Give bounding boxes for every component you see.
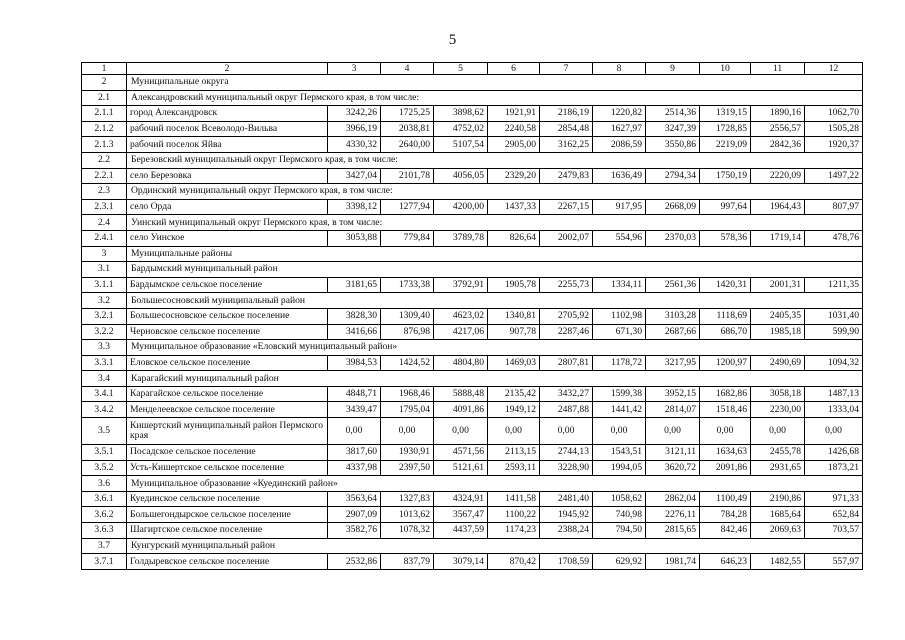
value-cell-col-7: 2479,83 <box>540 168 593 184</box>
row-number: 2.2 <box>82 152 127 168</box>
value-cell-col-4: 1327,83 <box>381 491 434 507</box>
column-header-5: 5 <box>434 63 488 75</box>
value-cell-col-4: 0,00 <box>381 418 434 445</box>
value-cell-col-10: 578,36 <box>700 230 751 246</box>
value-cell-col-4: 1968,46 <box>381 386 434 402</box>
table-row <box>82 476 863 492</box>
row-name: село Уинское <box>127 230 328 246</box>
value-cell-col-9: 2815,65 <box>646 523 700 539</box>
value-cell-col-7: 2267,15 <box>540 199 593 215</box>
value-cell-col-7: 2481,40 <box>540 491 593 507</box>
value-cell-col-12: 557,97 <box>805 554 863 570</box>
row-number: 3.1.1 <box>82 277 127 293</box>
value-cell-col-10: 2219,09 <box>700 137 751 153</box>
row-name: село Березовка <box>127 168 328 184</box>
table-row <box>82 199 863 215</box>
row-name: Большесосновское сельское поселение <box>127 308 328 324</box>
value-cell-col-6: 2593,11 <box>488 460 540 476</box>
value-cell-col-5: 0,00 <box>434 418 488 445</box>
table-row <box>82 168 863 184</box>
value-cell-col-12: 1094,32 <box>805 355 863 371</box>
column-header-7: 7 <box>540 63 593 75</box>
value-cell-col-4: 1309,40 <box>381 308 434 324</box>
value-cell-col-7: 3432,27 <box>540 386 593 402</box>
value-cell-col-12: 1873,21 <box>805 460 863 476</box>
column-header-11: 11 <box>751 63 805 75</box>
value-cell-col-3: 3582,76 <box>328 523 381 539</box>
value-cell-col-8: 1636,49 <box>593 168 646 184</box>
value-cell-col-12: 703,57 <box>805 523 863 539</box>
value-cell-col-12: 807,97 <box>805 199 863 215</box>
value-cell-col-12: 971,33 <box>805 491 863 507</box>
value-cell-col-8: 0,00 <box>593 418 646 445</box>
value-cell-col-12: 599,90 <box>805 324 863 340</box>
value-cell-col-5: 4623,02 <box>434 308 488 324</box>
value-cell-col-9: 2862,04 <box>646 491 700 507</box>
value-cell-col-11: 2490,69 <box>751 355 805 371</box>
value-cell-col-8: 629,92 <box>593 554 646 570</box>
value-cell-col-10: 686,70 <box>700 324 751 340</box>
table-row <box>82 371 863 387</box>
value-cell-col-9: 2561,36 <box>646 277 700 293</box>
value-cell-col-3: 3181,65 <box>328 277 381 293</box>
section-title: Ординский муниципальный округ Пермского края, в том числе: <box>127 184 863 200</box>
value-cell-col-11: 2230,00 <box>751 402 805 418</box>
value-cell-col-8: 1178,72 <box>593 355 646 371</box>
value-cell-col-9: 2794,34 <box>646 168 700 184</box>
value-cell-col-9: 2276,11 <box>646 507 700 523</box>
value-cell-col-5: 3792,91 <box>434 277 488 293</box>
row-number: 3.2.2 <box>82 324 127 340</box>
value-cell-col-9: 2814,07 <box>646 402 700 418</box>
row-number: 2.3 <box>82 184 127 200</box>
value-cell-col-5: 4200,00 <box>434 199 488 215</box>
value-cell-col-7: 2186,19 <box>540 106 593 122</box>
row-number: 3.6.1 <box>82 491 127 507</box>
value-cell-col-3: 3439,47 <box>328 402 381 418</box>
column-header-3: 3 <box>328 63 381 75</box>
table-row <box>82 137 863 153</box>
value-cell-col-6: 1469,03 <box>488 355 540 371</box>
row-number: 3.6 <box>82 476 127 492</box>
table-row <box>82 324 863 340</box>
value-cell-col-7: 2487,88 <box>540 402 593 418</box>
row-number: 3.5.1 <box>82 445 127 461</box>
value-cell-col-8: 1543,51 <box>593 445 646 461</box>
row-name: Посадское сельское поселение <box>127 445 328 461</box>
value-cell-col-4: 2101,78 <box>381 168 434 184</box>
value-cell-col-4: 1930,91 <box>381 445 434 461</box>
value-cell-col-8: 1627,97 <box>593 121 646 137</box>
table-row <box>82 90 863 106</box>
tariff-table <box>81 62 863 570</box>
value-cell-col-5: 4571,56 <box>434 445 488 461</box>
value-cell-col-6: 2113,15 <box>488 445 540 461</box>
row-number: 2.1.1 <box>82 106 127 122</box>
value-cell-col-10: 1682,86 <box>700 386 751 402</box>
value-cell-col-4: 2640,00 <box>381 137 434 153</box>
value-cell-col-3: 3053,88 <box>328 230 381 246</box>
value-cell-col-7: 2705,92 <box>540 308 593 324</box>
value-cell-col-4: 837,79 <box>381 554 434 570</box>
value-cell-col-9: 3103,28 <box>646 308 700 324</box>
row-number: 3 <box>82 246 127 262</box>
value-cell-col-10: 1420,31 <box>700 277 751 293</box>
table-row <box>82 215 863 231</box>
row-number: 3.7.1 <box>82 554 127 570</box>
value-cell-col-5: 5121,61 <box>434 460 488 476</box>
value-cell-col-8: 1334,11 <box>593 277 646 293</box>
row-number: 3.3.1 <box>82 355 127 371</box>
value-cell-col-8: 740,98 <box>593 507 646 523</box>
value-cell-col-7: 3162,25 <box>540 137 593 153</box>
value-cell-col-10: 1728,85 <box>700 121 751 137</box>
value-cell-col-9: 2668,09 <box>646 199 700 215</box>
value-cell-col-4: 2397,50 <box>381 460 434 476</box>
value-cell-col-5: 4437,59 <box>434 523 488 539</box>
column-header-2: 2 <box>127 63 328 75</box>
value-cell-col-12: 1487,13 <box>805 386 863 402</box>
value-cell-col-3: 3563,64 <box>328 491 381 507</box>
value-cell-col-11: 2842,36 <box>751 137 805 153</box>
column-header-10: 10 <box>700 63 751 75</box>
value-cell-col-6: 2135,42 <box>488 386 540 402</box>
value-cell-col-12: 1333,04 <box>805 402 863 418</box>
row-number: 3.7 <box>82 538 127 554</box>
value-cell-col-7: 2388,24 <box>540 523 593 539</box>
row-name: Менделеевское сельское поселение <box>127 402 328 418</box>
section-title: Карагайский муниципальный район <box>127 371 863 387</box>
row-name: Бардымское сельское поселение <box>127 277 328 293</box>
value-cell-col-3: 3966,19 <box>328 121 381 137</box>
value-cell-col-5: 5888,48 <box>434 386 488 402</box>
value-cell-col-12: 478,76 <box>805 230 863 246</box>
row-name: рабочий поселок Всеволодо-Вильва <box>127 121 328 137</box>
value-cell-col-6: 1340,81 <box>488 308 540 324</box>
value-cell-col-8: 1058,62 <box>593 491 646 507</box>
column-header-9: 9 <box>646 63 700 75</box>
value-cell-col-3: 3242,26 <box>328 106 381 122</box>
value-cell-col-10: 0,00 <box>700 418 751 445</box>
value-cell-col-11: 2455,78 <box>751 445 805 461</box>
value-cell-col-11: 1890,16 <box>751 106 805 122</box>
value-cell-col-6: 1949,12 <box>488 402 540 418</box>
section-title: Муниципальные округа <box>127 75 863 91</box>
value-cell-col-12: 1505,28 <box>805 121 863 137</box>
section-title: Кунгурский муниципальный район <box>127 538 863 554</box>
header-row <box>82 63 863 75</box>
table-row <box>82 152 863 168</box>
value-cell-col-12: 1426,68 <box>805 445 863 461</box>
value-cell-col-10: 2091,86 <box>700 460 751 476</box>
value-cell-col-6: 1437,33 <box>488 199 540 215</box>
value-cell-col-12: 1920,37 <box>805 137 863 153</box>
table-row <box>82 460 863 476</box>
value-cell-col-8: 1441,42 <box>593 402 646 418</box>
value-cell-col-6: 1100,22 <box>488 507 540 523</box>
value-cell-col-12: 1211,35 <box>805 277 863 293</box>
row-name: Шагиртское сельское поселение <box>127 523 328 539</box>
value-cell-col-9: 3217,95 <box>646 355 700 371</box>
row-number: 3.5.2 <box>82 460 127 476</box>
value-cell-col-3: 3398,12 <box>328 199 381 215</box>
section-title: Бардымский муниципальный район <box>127 262 863 278</box>
value-cell-col-7: 1945,92 <box>540 507 593 523</box>
table-row <box>82 340 863 356</box>
value-cell-col-11: 2190,86 <box>751 491 805 507</box>
row-name: Куединское сельское поселение <box>127 491 328 507</box>
value-cell-col-5: 3567,47 <box>434 507 488 523</box>
value-cell-col-11: 2405,35 <box>751 308 805 324</box>
section-title: Уинский муниципальный округ Пермского края, в том числе: <box>127 215 863 231</box>
value-cell-col-11: 2931,65 <box>751 460 805 476</box>
value-cell-col-10: 1118,69 <box>700 308 751 324</box>
column-header-12: 12 <box>805 63 863 75</box>
row-name: село Орда <box>127 199 328 215</box>
section-title: Большесосновский муниципальный район <box>127 293 863 309</box>
row-number: 2.1.3 <box>82 137 127 153</box>
value-cell-col-10: 646,23 <box>700 554 751 570</box>
value-cell-col-5: 5107,54 <box>434 137 488 153</box>
table-row <box>82 507 863 523</box>
value-cell-col-6: 1411,58 <box>488 491 540 507</box>
value-cell-col-11: 0,00 <box>751 418 805 445</box>
value-cell-col-7: 2744,13 <box>540 445 593 461</box>
value-cell-col-5: 4091,86 <box>434 402 488 418</box>
value-cell-col-8: 2086,59 <box>593 137 646 153</box>
value-cell-col-8: 1220,82 <box>593 106 646 122</box>
value-cell-col-5: 4217,06 <box>434 324 488 340</box>
value-cell-col-4: 1078,32 <box>381 523 434 539</box>
value-cell-col-9: 0,00 <box>646 418 700 445</box>
section-title: Александровский муниципальный округ Пермского края, в том числе: <box>127 90 863 106</box>
table-row <box>82 293 863 309</box>
section-title: Муниципальное образование «Куединский район» <box>127 476 863 492</box>
table-row <box>82 554 863 570</box>
value-cell-col-4: 1013,62 <box>381 507 434 523</box>
value-cell-col-9: 3952,15 <box>646 386 700 402</box>
value-cell-col-4: 1733,38 <box>381 277 434 293</box>
row-number: 3.1 <box>82 262 127 278</box>
value-cell-col-5: 3789,78 <box>434 230 488 246</box>
value-cell-col-8: 1102,98 <box>593 308 646 324</box>
value-cell-col-12: 1497,22 <box>805 168 863 184</box>
table-row <box>82 277 863 293</box>
value-cell-col-6: 1905,78 <box>488 277 540 293</box>
value-cell-col-3: 0,00 <box>328 418 381 445</box>
value-cell-col-7: 3228,90 <box>540 460 593 476</box>
table-row <box>82 75 863 91</box>
value-cell-col-6: 826,64 <box>488 230 540 246</box>
value-cell-col-4: 2038,81 <box>381 121 434 137</box>
value-cell-col-8: 671,30 <box>593 324 646 340</box>
row-number: 2.3.1 <box>82 199 127 215</box>
value-cell-col-7: 2287,46 <box>540 324 593 340</box>
value-cell-col-5: 4324,91 <box>434 491 488 507</box>
value-cell-col-12: 1031,40 <box>805 308 863 324</box>
value-cell-col-11: 1685,64 <box>751 507 805 523</box>
value-cell-col-6: 2905,00 <box>488 137 540 153</box>
value-cell-col-6: 1921,91 <box>488 106 540 122</box>
value-cell-col-11: 1964,43 <box>751 199 805 215</box>
value-cell-col-4: 1725,25 <box>381 106 434 122</box>
value-cell-col-6: 870,42 <box>488 554 540 570</box>
table-row <box>82 121 863 137</box>
value-cell-col-8: 554,96 <box>593 230 646 246</box>
value-cell-col-9: 2687,66 <box>646 324 700 340</box>
value-cell-col-6: 1174,23 <box>488 523 540 539</box>
value-cell-col-3: 2907,09 <box>328 507 381 523</box>
value-cell-col-5: 3079,14 <box>434 554 488 570</box>
section-title: Муниципальные районы <box>127 246 863 262</box>
value-cell-col-7: 2807,81 <box>540 355 593 371</box>
value-cell-col-4: 1277,94 <box>381 199 434 215</box>
row-number: 3.6.2 <box>82 507 127 523</box>
value-cell-col-11: 1985,18 <box>751 324 805 340</box>
value-cell-col-10: 997,64 <box>700 199 751 215</box>
table-row <box>82 386 863 402</box>
value-cell-col-11: 2069,63 <box>751 523 805 539</box>
value-cell-col-7: 1708,59 <box>540 554 593 570</box>
value-cell-col-4: 876,98 <box>381 324 434 340</box>
value-cell-col-7: 2002,07 <box>540 230 593 246</box>
value-cell-col-11: 2001,31 <box>751 277 805 293</box>
value-cell-col-11: 1719,14 <box>751 230 805 246</box>
row-name: город Александровск <box>127 106 328 122</box>
value-cell-col-4: 1424,52 <box>381 355 434 371</box>
value-cell-col-3: 4337,98 <box>328 460 381 476</box>
column-header-4: 4 <box>381 63 434 75</box>
table-row <box>82 308 863 324</box>
row-name: Карагайское сельское поселение <box>127 386 328 402</box>
row-name: Кишертский муниципальный район Пермского края <box>127 418 328 445</box>
value-cell-col-9: 3550,86 <box>646 137 700 153</box>
table-row <box>82 355 863 371</box>
row-name: Усть-Кишертское сельское поселение <box>127 460 328 476</box>
row-number: 3.2 <box>82 293 127 309</box>
row-number: 2.2.1 <box>82 168 127 184</box>
row-number: 2 <box>82 75 127 91</box>
row-name: рабочий поселок Яйва <box>127 137 328 153</box>
table-row <box>82 445 863 461</box>
value-cell-col-6: 907,78 <box>488 324 540 340</box>
value-cell-col-10: 1750,19 <box>700 168 751 184</box>
value-cell-col-7: 2854,48 <box>540 121 593 137</box>
table-row <box>82 106 863 122</box>
table-row <box>82 402 863 418</box>
row-number: 3.6.3 <box>82 523 127 539</box>
table-row <box>82 538 863 554</box>
value-cell-col-5: 4056,05 <box>434 168 488 184</box>
value-cell-col-3: 2532,86 <box>328 554 381 570</box>
value-cell-col-3: 3984,53 <box>328 355 381 371</box>
table-row <box>82 523 863 539</box>
value-cell-col-3: 4330,32 <box>328 137 381 153</box>
row-name: Черновское сельское поселение <box>127 324 328 340</box>
value-cell-col-10: 1100,49 <box>700 491 751 507</box>
value-cell-col-8: 917,95 <box>593 199 646 215</box>
row-name: Голдыревское сельское поселение <box>127 554 328 570</box>
value-cell-col-9: 2514,36 <box>646 106 700 122</box>
value-cell-col-5: 4804,80 <box>434 355 488 371</box>
value-cell-col-4: 779,84 <box>381 230 434 246</box>
row-name: Большегондырское сельское поселение <box>127 507 328 523</box>
row-number: 2.1 <box>82 90 127 106</box>
column-header-6: 6 <box>488 63 540 75</box>
value-cell-col-9: 2370,03 <box>646 230 700 246</box>
table-row <box>82 230 863 246</box>
table-row <box>82 418 863 445</box>
table-row <box>82 491 863 507</box>
row-number: 3.3 <box>82 340 127 356</box>
value-cell-col-3: 3427,04 <box>328 168 381 184</box>
row-number: 2.4 <box>82 215 127 231</box>
table-row <box>82 262 863 278</box>
value-cell-col-8: 1599,38 <box>593 386 646 402</box>
value-cell-col-7: 0,00 <box>540 418 593 445</box>
value-cell-col-11: 3058,18 <box>751 386 805 402</box>
row-number: 3.4 <box>82 371 127 387</box>
value-cell-col-3: 3416,66 <box>328 324 381 340</box>
value-cell-col-12: 1062,70 <box>805 106 863 122</box>
value-cell-col-6: 2240,58 <box>488 121 540 137</box>
row-number: 3.4.1 <box>82 386 127 402</box>
table-row <box>82 246 863 262</box>
row-name: Еловское сельское поселение <box>127 355 328 371</box>
value-cell-col-10: 784,28 <box>700 507 751 523</box>
value-cell-col-3: 4848,71 <box>328 386 381 402</box>
column-header-8: 8 <box>593 63 646 75</box>
value-cell-col-11: 2556,57 <box>751 121 805 137</box>
value-cell-col-7: 2255,73 <box>540 277 593 293</box>
value-cell-col-10: 1634,63 <box>700 445 751 461</box>
value-cell-col-9: 3620,72 <box>646 460 700 476</box>
row-number: 2.1.2 <box>82 121 127 137</box>
value-cell-col-9: 3247,39 <box>646 121 700 137</box>
value-cell-col-3: 3828,30 <box>328 308 381 324</box>
value-cell-col-10: 842,46 <box>700 523 751 539</box>
value-cell-col-5: 3898,62 <box>434 106 488 122</box>
value-cell-col-4: 1795,04 <box>381 402 434 418</box>
value-cell-col-10: 1319,15 <box>700 106 751 122</box>
value-cell-col-8: 1994,05 <box>593 460 646 476</box>
value-cell-col-5: 4752,02 <box>434 121 488 137</box>
value-cell-col-8: 794,50 <box>593 523 646 539</box>
row-number: 2.4.1 <box>82 230 127 246</box>
row-number: 3.5 <box>82 418 127 445</box>
value-cell-col-6: 0,00 <box>488 418 540 445</box>
value-cell-col-9: 1981,74 <box>646 554 700 570</box>
column-header-1: 1 <box>82 63 127 75</box>
section-title: Муниципальное образование «Еловский муниципальный район» <box>127 340 863 356</box>
row-number: 3.4.2 <box>82 402 127 418</box>
value-cell-col-9: 3121,11 <box>646 445 700 461</box>
row-number: 3.2.1 <box>82 308 127 324</box>
value-cell-col-10: 1200,97 <box>700 355 751 371</box>
table-row <box>82 184 863 200</box>
value-cell-col-12: 652,84 <box>805 507 863 523</box>
value-cell-col-10: 1518,46 <box>700 402 751 418</box>
value-cell-col-12: 0,00 <box>805 418 863 445</box>
value-cell-col-6: 2329,20 <box>488 168 540 184</box>
page-number: 5 <box>448 32 457 48</box>
value-cell-col-11: 1482,55 <box>751 554 805 570</box>
section-title: Березовский муниципальный округ Пермского края, в том числе: <box>127 152 863 168</box>
value-cell-col-3: 3817,60 <box>328 445 381 461</box>
value-cell-col-11: 2220,09 <box>751 168 805 184</box>
